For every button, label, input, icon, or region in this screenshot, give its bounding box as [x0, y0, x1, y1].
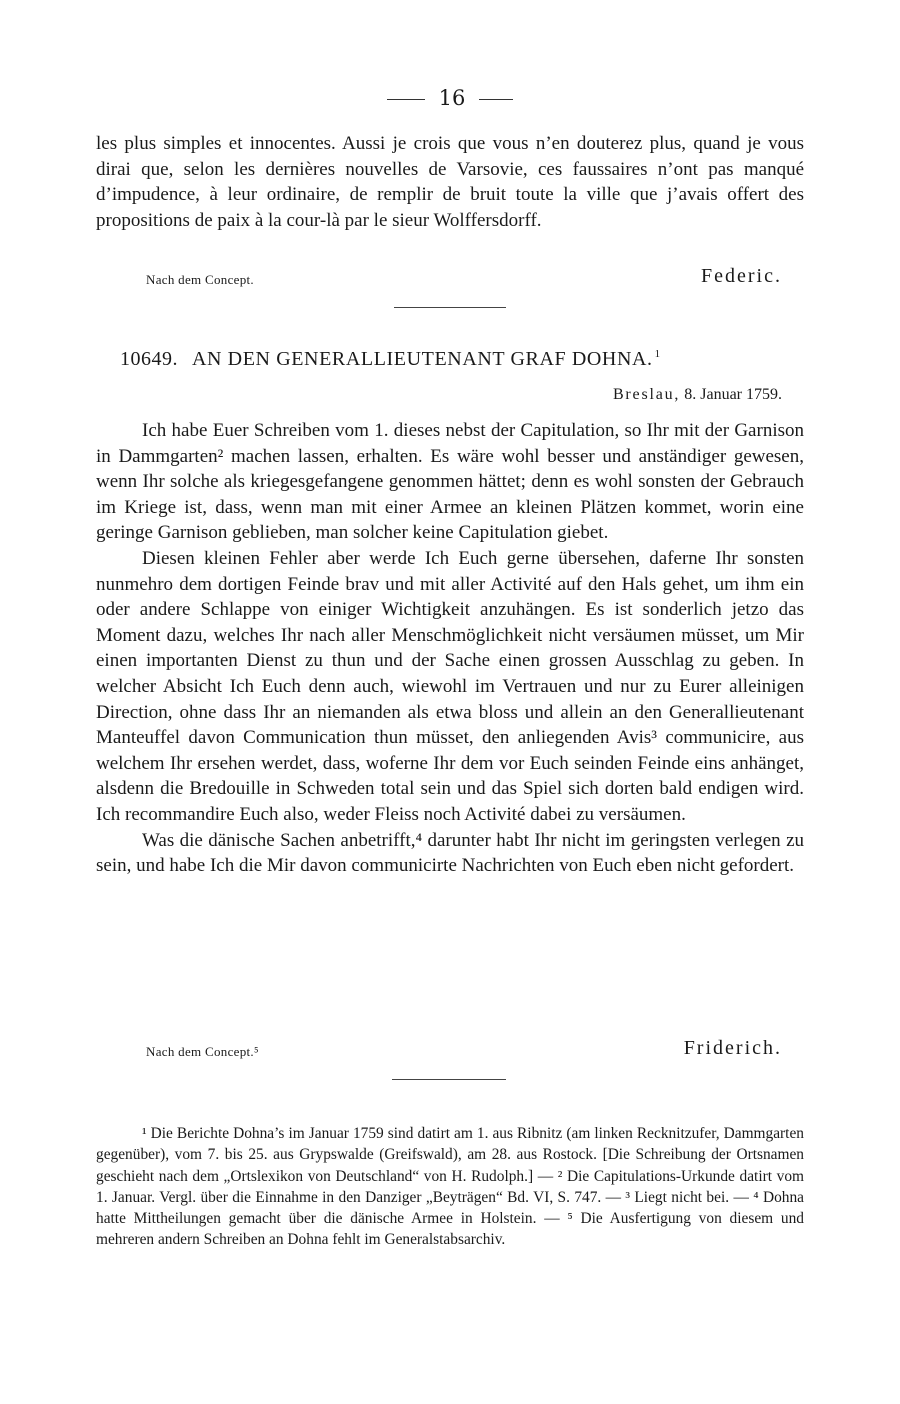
- signature: Friderich.: [683, 1037, 782, 1059]
- letter-signature-row: [146, 1036, 782, 1060]
- source-note: Nach dem Concept.⁵: [146, 1044, 259, 1059]
- header-dash-right: [479, 99, 513, 100]
- previous-letter-text: les plus simples et innocentes. Aussi je crois que vous n’en douterez plus, quand je vous dirai que, selon les dernières nouvelles de Varsovie, ces faussaires n’ont pas manqué d’impudence, à leur ordinaire, de remplir de bruit toute la ville que j’avais offert des propositions de paix à la cour-là par le sieur Wolffersdorff.: [96, 133, 804, 231]
- letter-paragraph: Diesen kleinen Fehler aber werde Ich Euch gerne übersehen, daferne Ihr sonsten nunmehro dem dortigen Feinde brav und mit aller Activité auf den Hals gehet, um ihm ein oder andere Schlappe von einiger Wichtigkeit anzuhängen. Es ist sonderlich jetzo das Moment dazu, welches Ihr nach aller Menschmöglichkeit nicht versäumen müsset, um Mir einen importanten Dienst zu thun und der Sache einen grossen Ausschlag zu geben. In welcher Absicht Ich Euch denn auch, wiewohl im Vertrauen und nur zu Eurer alleinigen Direction, ohne dass Ihr an niemanden als etwa bloss und allein an den Generallieutenant Manteuffel davon Communication thun müsset, den anliegenden Avis³ communicire, aus welchem Ihr ersehen werdet, dass, woferne Ihr dem vor Euch seinden Feinde eins anhänget, alsdenn die Bredouille in Schweden total sein und das Spiel sich dorten bald endigen wird. Ich recommandire Euch also, weder Fleiss noch Activité dabei zu versäumen.: [96, 547, 804, 825]
- footnotes-text: ¹ Die Berichte Dohna’s im Januar 1759 sind datirt am 1. aus Ribnitz (am linken Recknitzufer, Dammgarten gegenüber), vom 7. bis 25. aus Grypswalde (Greifswald), am 28. aus Rostock. [Die Schreibung der Ortsnamen geschieht nach dem „Ortslexikon von Deutschland“ von H. Rudolph.] — ² Die Capitulations-Urkunde datirt vom 1. Januar. Vergl. über die Einnahme in den Danziger „Beyträgen“ Bd. VI, S. 747. — ³ Liegt nicht bei. — ⁴ Dohna hatte Mittheilungen gemacht über die dänische Armee in Holstein. — ⁵ Die Ausfertigung von diesem und mehreren andern Schreiben an Dohna fehlt im Generalstabsarchiv.: [96, 1125, 804, 1249]
- letter-paragraph: Was die dänische Sachen anbetrifft,⁴ darunter habt Ihr nicht im geringsten verlegen zu sein, und habe Ich die Mir davon communicirte Nachrichten von Euch eben nicht gefordert.: [96, 829, 804, 877]
- previous-letter-signature-row: [146, 264, 782, 288]
- letter-title: AN DEN GENERALLIEUTENANT GRAF DOHNA.: [192, 348, 653, 370]
- previous-letter-ending: [96, 131, 804, 233]
- source-note: Nach dem Concept.: [146, 272, 254, 287]
- letter-body: [96, 418, 804, 879]
- letter-number: 10649.: [120, 348, 178, 370]
- section-divider: [394, 307, 506, 308]
- letter-paragraph: Ich habe Euer Schreiben vom 1. dieses nebst der Capitulation, so Ihr mit der Garnison in Dammgarten² machen lassen, erhalten. Es wäre wohl besser und anständiger gewesen, wenn Ihr solche als kriegesgefangene genommen hättet; denn es wohl sonsten der Gebrauch im Kriege ist, dass, wenn man mit einer Armee an kleinen Plätzen kommet, worin eine geringe Garnison geblieben, man solcher keine Capitulation giebet.: [96, 420, 804, 544]
- header-dash-left: [387, 99, 425, 100]
- page-header: [0, 86, 900, 110]
- date: 8. Januar 1759.: [684, 386, 782, 403]
- page-number: 16: [438, 86, 466, 110]
- footnotes: [96, 1123, 804, 1251]
- footnote-divider: [392, 1079, 506, 1080]
- letter-heading: [120, 348, 800, 371]
- signature: Federic.: [701, 265, 782, 287]
- dateline: [613, 386, 782, 404]
- place: Breslau,: [612, 386, 681, 403]
- footnote-marker: 1: [654, 348, 661, 361]
